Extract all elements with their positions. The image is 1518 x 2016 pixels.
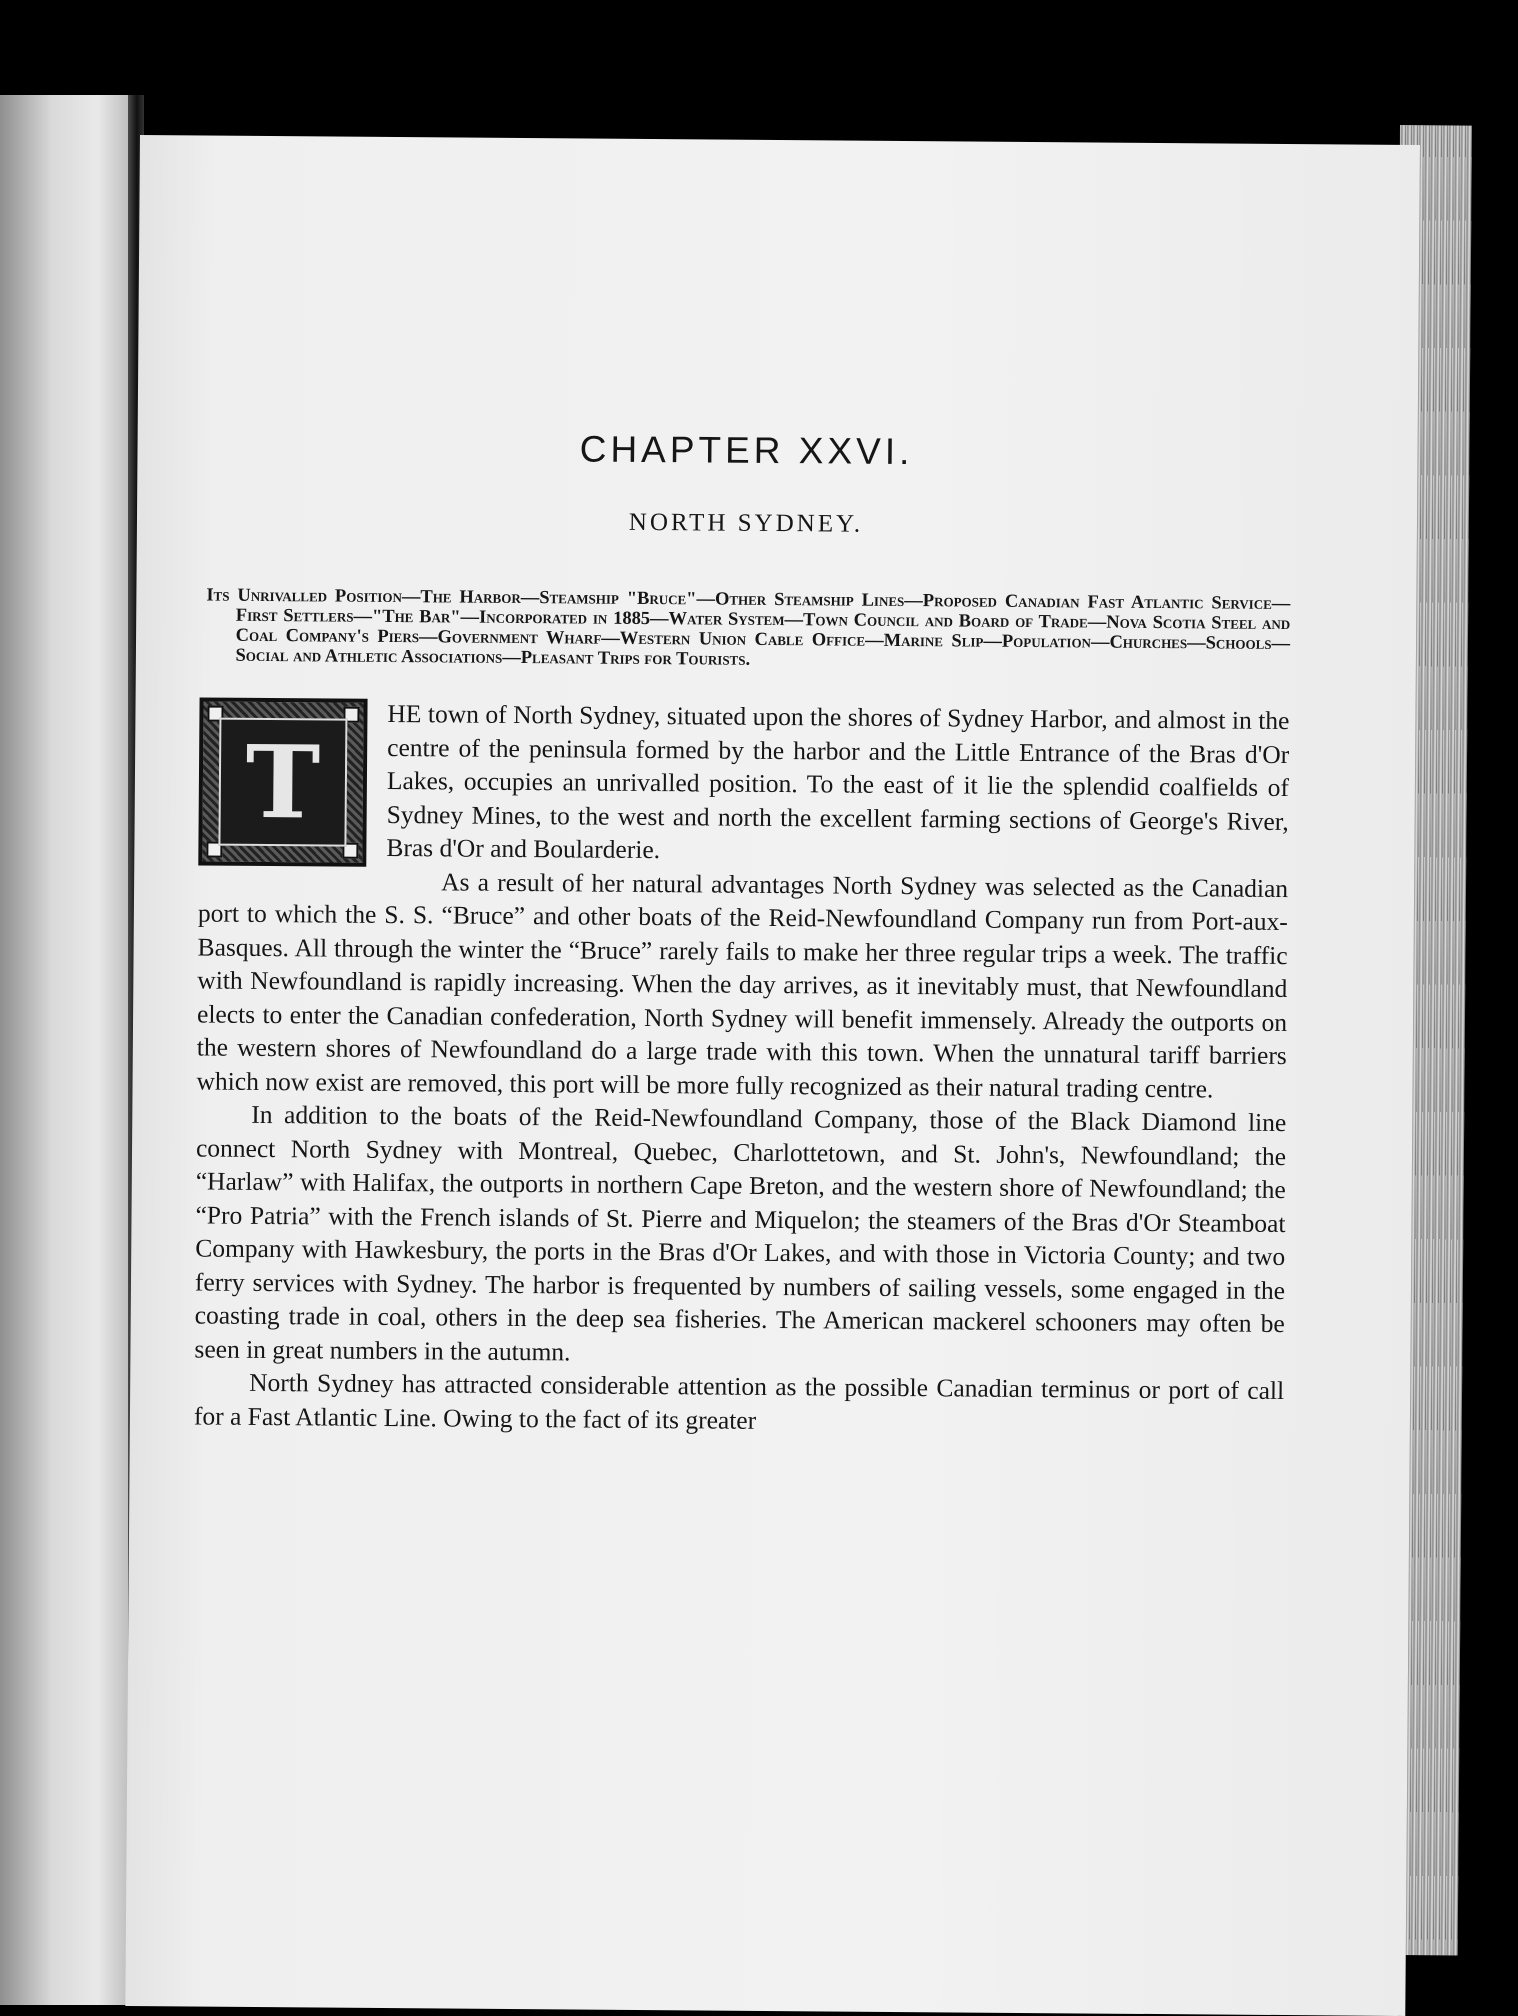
drop-cap-panel	[218, 718, 347, 847]
facing-page-edge	[0, 95, 130, 2005]
drop-cap-ornament	[198, 697, 367, 866]
paragraph-2: As a result of her natural advantages North Sydney was selected as the Canadian port to which the S. S. “Bruce” and other boats of the Reid-Newfoundland Company run from Port-aux-Basques. All through the winter the “Bruce” rarely fails to make her three regular trips a week. The traffic with Newfoundland is rapidly increasing. When the day arrives, as it inevitably must, that Newfoundland elects to enter the Canadian confederation, North Sydney will benefit immensely. Already the outports on the western shores of Newfoundland do a large trade with this town. When the unnatural tariff barriers which now exist are removed, this port will be more fully recognized as their natural trading centre.	[196, 866, 1289, 1103]
drop-cap-letter: T	[245, 722, 321, 842]
chapter-title: NORTH SYDNEY.	[628, 508, 864, 538]
book-page	[125, 135, 1420, 2016]
paragraph-1: HE town of North Sydney, situated upon the shores of Sydney Harbor, and almost in the centre of the peninsula formed by the harbor and the Little Entrance of the Bras d'Or Lakes, occupies an unrivalled position. To the east of it lie the splendid coalfields of Sydney Mines, to the west and north the excellent farming sections of George's River, Bras d'Or and Boularderie.	[386, 698, 1290, 865]
paragraph-3: In addition to the boats of the Reid-Newfoundland Company, those of the Black Diamond line connect North Sydney with Montreal, Quebec, Charlottetown, and St. John's, Newfoundland; the “Harlaw” with Halifax, the outports in northern Cape Breton, and the western shore of Newfoundland; the “Pro Patria” with the French islands of St. Pierre and Miquelon; the steamers of the Bras d'Or Steamboat Company with Hawkesbury, the ports in the Bras d'Or Lakes, and with those in Victoria County; and two ferry services with Sydney. The harbor is frequented by numbers of sailing vessels, some engaged in the coasting trade in coal, others in the deep sea fisheries. The American mackerel schooners may often be seen in great numbers in the autumn.	[194, 1099, 1287, 1366]
page-content	[194, 425, 1292, 1441]
body-text	[194, 695, 1290, 1441]
chapter-synopsis: Its Unrivalled Position—The Harbor—Steamship "Bruce"—Other Steamship Lines—Proposed Canadian Fast Atlantic Service—First Settlers—"The Bar"—Incorporated in 1885—Water System—Town Council and Board of Trade—Nova Scotia Steel and Coal Company's Piers—Government Wharf—Western Union Cable Office—Marine Slip—Population—Churches—Schools—Social and Athletic Associations—Pleasant Trips for Tourists.	[206, 585, 1291, 670]
chapter-heading: CHAPTER XXVI.	[579, 428, 914, 473]
paragraph-4: North Sydney has attracted considerable attention as the possible Canadian terminus or port of call for a Fast Atlantic Line. Owing to the fact of its greater	[193, 1367, 1285, 1435]
